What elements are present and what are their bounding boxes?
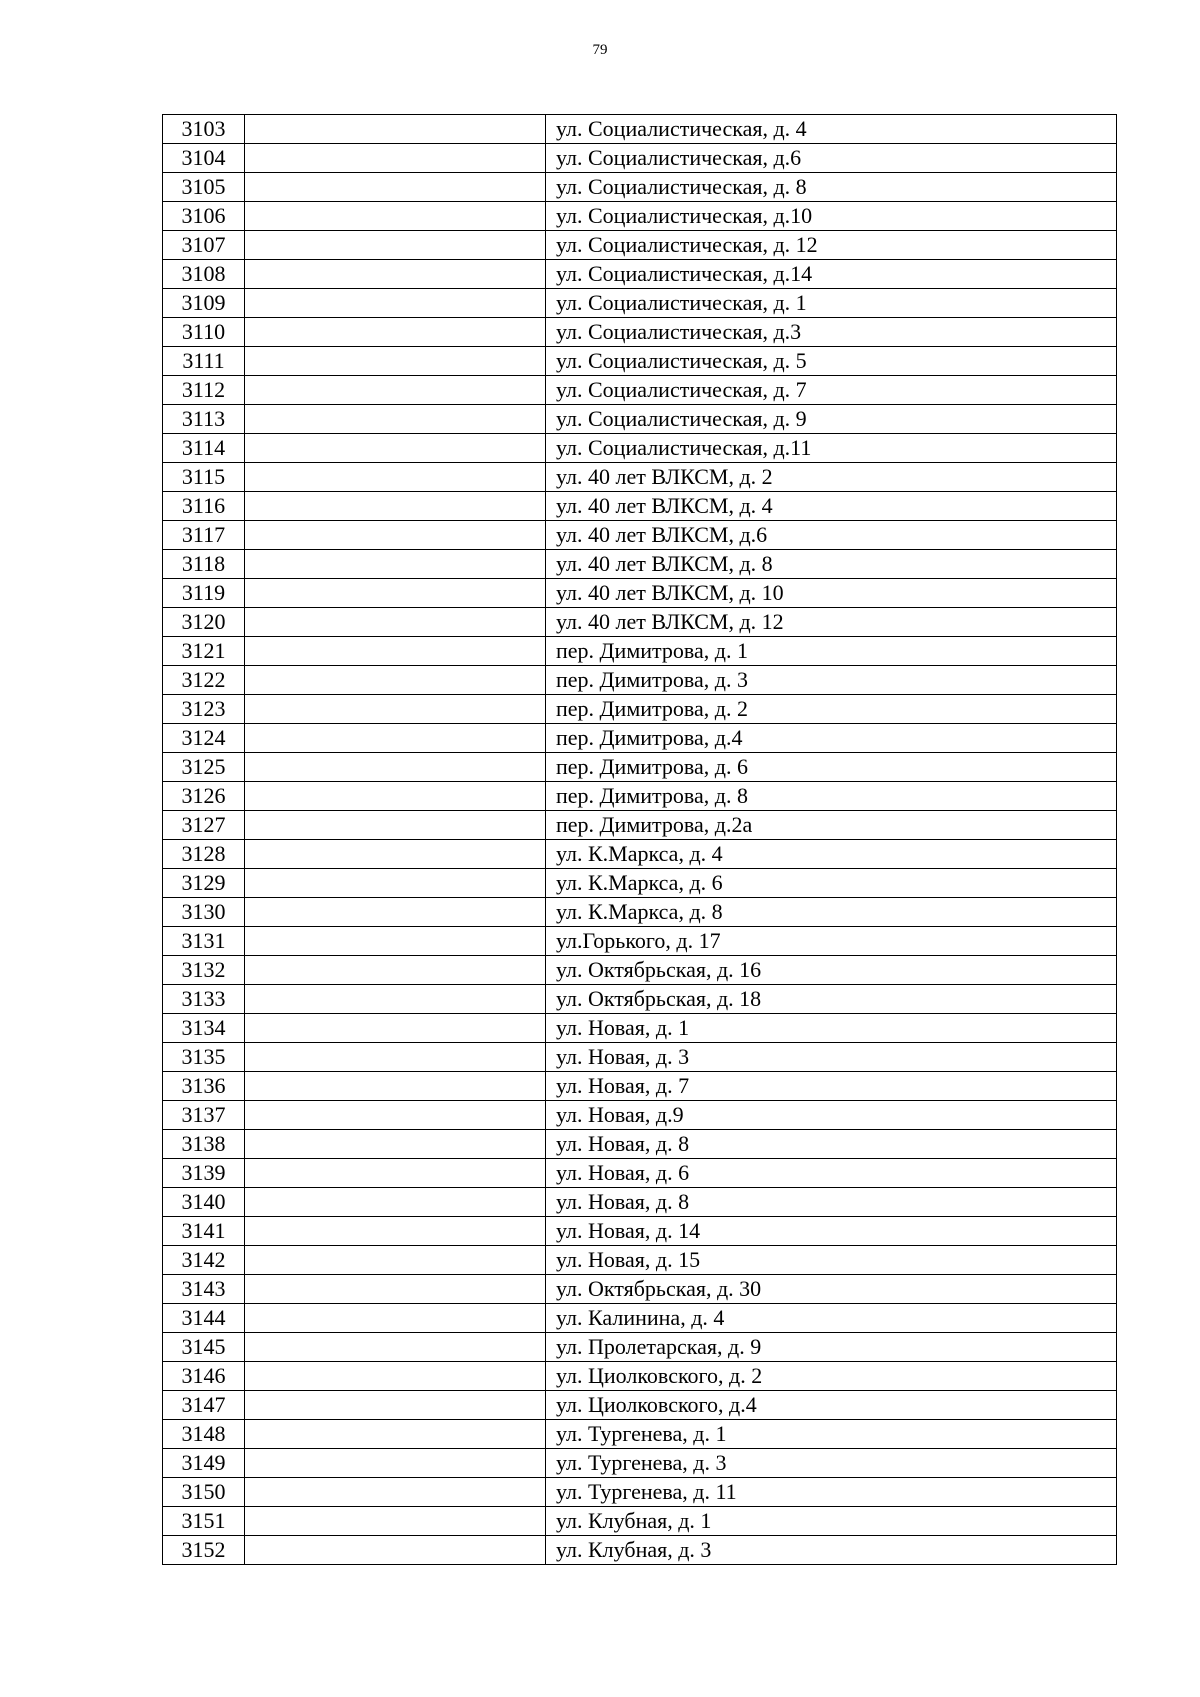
- table-row: [163, 985, 1117, 1014]
- empty-cell: [245, 1246, 546, 1275]
- empty-cell: [245, 579, 546, 608]
- empty-cell: [245, 521, 546, 550]
- empty-cell: [245, 1130, 546, 1159]
- row-number-cell: 3140: [163, 1188, 245, 1217]
- row-number-cell: 3137: [163, 1101, 245, 1130]
- row-number-cell: 3134: [163, 1014, 245, 1043]
- address-cell: ул. Новая, д. 8: [546, 1188, 1117, 1217]
- row-number-cell: 3129: [163, 869, 245, 898]
- empty-cell: [245, 1159, 546, 1188]
- address-cell: ул. Социалистическая, д.3: [546, 318, 1117, 347]
- row-number-cell: 3148: [163, 1420, 245, 1449]
- empty-cell: [245, 115, 546, 144]
- row-number-cell: 3145: [163, 1333, 245, 1362]
- table-row: [163, 1333, 1117, 1362]
- table-row: [163, 1188, 1117, 1217]
- address-cell: ул. Социалистическая, д. 1: [546, 289, 1117, 318]
- address-cell: ул. Социалистическая, д.10: [546, 202, 1117, 231]
- address-cell: ул. 40 лет ВЛКСМ, д.6: [546, 521, 1117, 550]
- empty-cell: [245, 1043, 546, 1072]
- row-number-cell: 3143: [163, 1275, 245, 1304]
- table-row: [163, 1449, 1117, 1478]
- table-row: [163, 173, 1117, 202]
- row-number-cell: 3147: [163, 1391, 245, 1420]
- address-cell: пер. Димитрова, д.2а: [546, 811, 1117, 840]
- empty-cell: [245, 1188, 546, 1217]
- table-row: [163, 1101, 1117, 1130]
- empty-cell: [245, 1507, 546, 1536]
- empty-cell: [245, 550, 546, 579]
- address-cell: ул.Горького, д. 17: [546, 927, 1117, 956]
- table-row: [163, 1246, 1117, 1275]
- table-row: [163, 1362, 1117, 1391]
- row-number-cell: 3121: [163, 637, 245, 666]
- table-row: [163, 637, 1117, 666]
- empty-cell: [245, 231, 546, 260]
- row-number-cell: 3150: [163, 1478, 245, 1507]
- table-row: [163, 869, 1117, 898]
- address-cell: ул. К.Маркса, д. 4: [546, 840, 1117, 869]
- empty-cell: [245, 202, 546, 231]
- address-cell: пер. Димитрова, д. 6: [546, 753, 1117, 782]
- table-row: [163, 434, 1117, 463]
- empty-cell: [245, 637, 546, 666]
- empty-cell: [245, 1362, 546, 1391]
- address-cell: ул. Социалистическая, д.11: [546, 434, 1117, 463]
- table-row: [163, 260, 1117, 289]
- row-number-cell: 3132: [163, 956, 245, 985]
- table-row: [163, 753, 1117, 782]
- row-number-cell: 3135: [163, 1043, 245, 1072]
- table-row: [163, 1159, 1117, 1188]
- address-cell: ул. Новая, д. 8: [546, 1130, 1117, 1159]
- row-number-cell: 3126: [163, 782, 245, 811]
- table-row: [163, 1043, 1117, 1072]
- table-row: [163, 521, 1117, 550]
- row-number-cell: 3108: [163, 260, 245, 289]
- row-number-cell: 3107: [163, 231, 245, 260]
- address-cell: ул. 40 лет ВЛКСМ, д. 10: [546, 579, 1117, 608]
- row-number-cell: 3106: [163, 202, 245, 231]
- table-row: [163, 1304, 1117, 1333]
- empty-cell: [245, 608, 546, 637]
- table-row: [163, 1072, 1117, 1101]
- address-cell: ул. К.Маркса, д. 6: [546, 869, 1117, 898]
- table-row: [163, 492, 1117, 521]
- address-cell: ул. 40 лет ВЛКСМ, д. 2: [546, 463, 1117, 492]
- table-row: [163, 1420, 1117, 1449]
- address-cell: ул. Социалистическая, д. 8: [546, 173, 1117, 202]
- empty-cell: [245, 434, 546, 463]
- empty-cell: [245, 666, 546, 695]
- address-cell: ул. Октябрьская, д. 16: [546, 956, 1117, 985]
- row-number-cell: 3144: [163, 1304, 245, 1333]
- empty-cell: [245, 1217, 546, 1246]
- address-cell: ул. 40 лет ВЛКСМ, д. 4: [546, 492, 1117, 521]
- empty-cell: [245, 753, 546, 782]
- row-number-cell: 3122: [163, 666, 245, 695]
- empty-cell: [245, 1275, 546, 1304]
- row-number-cell: 3130: [163, 898, 245, 927]
- table-row: [163, 782, 1117, 811]
- address-cell: ул. Новая, д. 7: [546, 1072, 1117, 1101]
- empty-cell: [245, 376, 546, 405]
- empty-cell: [245, 260, 546, 289]
- empty-cell: [245, 782, 546, 811]
- empty-cell: [245, 1014, 546, 1043]
- row-number-cell: 3128: [163, 840, 245, 869]
- empty-cell: [245, 347, 546, 376]
- table-row: [163, 1014, 1117, 1043]
- table-row: [163, 579, 1117, 608]
- row-number-cell: 3123: [163, 695, 245, 724]
- table-row: [163, 1507, 1117, 1536]
- row-number-cell: 3152: [163, 1536, 245, 1565]
- address-cell: ул. Новая, д. 6: [546, 1159, 1117, 1188]
- empty-cell: [245, 1333, 546, 1362]
- address-cell: ул. Социалистическая, д. 9: [546, 405, 1117, 434]
- table-row: [163, 115, 1117, 144]
- address-cell: ул. К.Маркса, д. 8: [546, 898, 1117, 927]
- empty-cell: [245, 985, 546, 1014]
- table-row: [163, 927, 1117, 956]
- address-cell: ул. Социалистическая, д. 12: [546, 231, 1117, 260]
- address-cell: пер. Димитрова, д. 8: [546, 782, 1117, 811]
- row-number-cell: 3125: [163, 753, 245, 782]
- row-number-cell: 3151: [163, 1507, 245, 1536]
- empty-cell: [245, 1101, 546, 1130]
- table-row: [163, 376, 1117, 405]
- table-row: [163, 463, 1117, 492]
- empty-cell: [245, 1420, 546, 1449]
- address-cell: ул. Тургенева, д. 1: [546, 1420, 1117, 1449]
- empty-cell: [245, 289, 546, 318]
- table-row: [163, 840, 1117, 869]
- address-cell: пер. Димитрова, д.4: [546, 724, 1117, 753]
- table-row: [163, 695, 1117, 724]
- address-cell: ул. Тургенева, д. 11: [546, 1478, 1117, 1507]
- table-row: [163, 811, 1117, 840]
- address-cell: ул. Октябрьская, д. 18: [546, 985, 1117, 1014]
- empty-cell: [245, 318, 546, 347]
- empty-cell: [245, 173, 546, 202]
- table-row: [163, 550, 1117, 579]
- empty-cell: [245, 869, 546, 898]
- address-cell: ул. Социалистическая, д. 5: [546, 347, 1117, 376]
- empty-cell: [245, 724, 546, 753]
- row-number-cell: 3136: [163, 1072, 245, 1101]
- address-cell: ул. Октябрьская, д. 30: [546, 1275, 1117, 1304]
- address-cell: ул. Социалистическая, д.6: [546, 144, 1117, 173]
- table-row: [163, 1130, 1117, 1159]
- row-number-cell: 3115: [163, 463, 245, 492]
- empty-cell: [245, 956, 546, 985]
- empty-cell: [245, 1072, 546, 1101]
- address-cell: пер. Димитрова, д. 3: [546, 666, 1117, 695]
- address-cell: ул. Новая, д. 15: [546, 1246, 1117, 1275]
- table-row: [163, 1391, 1117, 1420]
- empty-cell: [245, 1304, 546, 1333]
- empty-cell: [245, 1391, 546, 1420]
- address-table: [162, 114, 1117, 1565]
- address-cell: ул. Новая, д.9: [546, 1101, 1117, 1130]
- address-cell: ул. Новая, д. 14: [546, 1217, 1117, 1246]
- table-row: [163, 144, 1117, 173]
- row-number-cell: 3118: [163, 550, 245, 579]
- empty-cell: [245, 927, 546, 956]
- table-row: [163, 347, 1117, 376]
- address-cell: ул. Клубная, д. 1: [546, 1507, 1117, 1536]
- page-number: 79: [592, 42, 608, 58]
- row-number-cell: 3112: [163, 376, 245, 405]
- address-cell: ул. Калинина, д. 4: [546, 1304, 1117, 1333]
- row-number-cell: 3124: [163, 724, 245, 753]
- table-row: [163, 724, 1117, 753]
- row-number-cell: 3127: [163, 811, 245, 840]
- empty-cell: [245, 898, 546, 927]
- empty-cell: [245, 811, 546, 840]
- row-number-cell: 3113: [163, 405, 245, 434]
- address-cell: ул. Циолковского, д. 2: [546, 1362, 1117, 1391]
- empty-cell: [245, 405, 546, 434]
- row-number-cell: 3146: [163, 1362, 245, 1391]
- table-row: [163, 666, 1117, 695]
- row-number-cell: 3111: [163, 347, 245, 376]
- table-row: [163, 318, 1117, 347]
- row-number-cell: 3119: [163, 579, 245, 608]
- empty-cell: [245, 695, 546, 724]
- row-number-cell: 3138: [163, 1130, 245, 1159]
- address-cell: ул. Социалистическая, д.14: [546, 260, 1117, 289]
- row-number-cell: 3141: [163, 1217, 245, 1246]
- empty-cell: [245, 1536, 546, 1565]
- row-number-cell: 3110: [163, 318, 245, 347]
- table-row: [163, 1217, 1117, 1246]
- empty-cell: [245, 144, 546, 173]
- row-number-cell: 3133: [163, 985, 245, 1014]
- address-cell: ул. Циолковского, д.4: [546, 1391, 1117, 1420]
- table-row: [163, 898, 1117, 927]
- address-cell: ул. Социалистическая, д. 4: [546, 115, 1117, 144]
- address-cell: пер. Димитрова, д. 2: [546, 695, 1117, 724]
- row-number-cell: 3116: [163, 492, 245, 521]
- row-number-cell: 3109: [163, 289, 245, 318]
- empty-cell: [245, 1478, 546, 1507]
- row-number-cell: 3149: [163, 1449, 245, 1478]
- address-cell: ул. Новая, д. 3: [546, 1043, 1117, 1072]
- address-cell: ул. 40 лет ВЛКСМ, д. 12: [546, 608, 1117, 637]
- address-cell: ул. Клубная, д. 3: [546, 1536, 1117, 1565]
- row-number-cell: 3104: [163, 144, 245, 173]
- table-row: [163, 1536, 1117, 1565]
- address-cell: пер. Димитрова, д. 1: [546, 637, 1117, 666]
- row-number-cell: 3120: [163, 608, 245, 637]
- table-row: [163, 289, 1117, 318]
- row-number-cell: 3139: [163, 1159, 245, 1188]
- row-number-cell: 3105: [163, 173, 245, 202]
- row-number-cell: 3131: [163, 927, 245, 956]
- row-number-cell: 3117: [163, 521, 245, 550]
- address-cell: ул. Пролетарская, д. 9: [546, 1333, 1117, 1362]
- empty-cell: [245, 463, 546, 492]
- table-row: [163, 608, 1117, 637]
- address-cell: ул. Социалистическая, д. 7: [546, 376, 1117, 405]
- empty-cell: [245, 1449, 546, 1478]
- table-row: [163, 1478, 1117, 1507]
- address-cell: ул. Новая, д. 1: [546, 1014, 1117, 1043]
- table-row: [163, 202, 1117, 231]
- address-cell: ул. Тургенева, д. 3: [546, 1449, 1117, 1478]
- table-row: [163, 405, 1117, 434]
- table-row: [163, 231, 1117, 260]
- row-number-cell: 3103: [163, 115, 245, 144]
- empty-cell: [245, 492, 546, 521]
- empty-cell: [245, 840, 546, 869]
- row-number-cell: 3114: [163, 434, 245, 463]
- address-cell: ул. 40 лет ВЛКСМ, д. 8: [546, 550, 1117, 579]
- table-row: [163, 956, 1117, 985]
- table-row: [163, 1275, 1117, 1304]
- row-number-cell: 3142: [163, 1246, 245, 1275]
